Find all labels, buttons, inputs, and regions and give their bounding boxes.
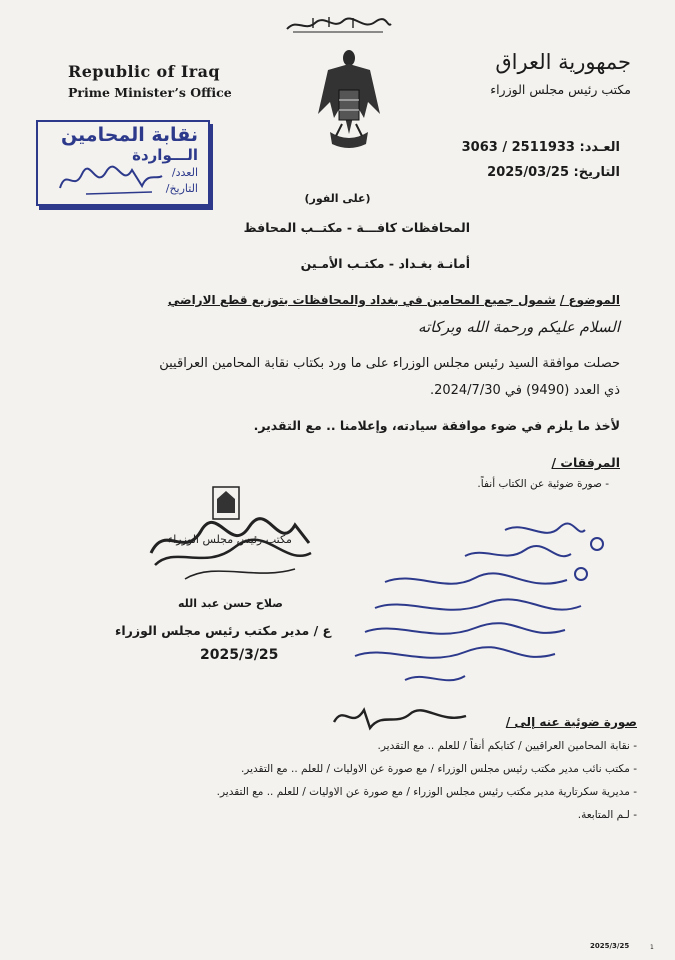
basmala-calligraphy [283, 14, 393, 36]
copies-list [217, 740, 637, 832]
body-paragraph-line-1: حصلت موافقة السيد رئيس مجلس الوزراء على ما ورد بكتاب نقابة المحامين العراقيين [159, 356, 620, 371]
body-paragraph-line-2: ذي العدد (9490) في 2024/7/30. [429, 383, 620, 398]
stamp-incoming-label: الـــواردة [132, 146, 198, 164]
stamp-org-name: نقابة المحامين [60, 124, 198, 146]
list-item: - نقابة المحامين العراقيين / كتابكم أنفاً / للعلم .. مع التقدير. [217, 740, 637, 763]
arabic-country-title: جمهورية العراق [495, 50, 631, 74]
subject-text: شمول جميع المحامين في بغداد والمحافظات بتوزيع قطع الاراضي [167, 293, 556, 307]
stamp-number-label: العدد/ [171, 166, 198, 179]
footer-date: 2025/3/25 [590, 942, 630, 950]
signature-date: 2025/3/25 [200, 647, 279, 663]
footer-page-number: 1 [650, 944, 654, 951]
addressee-governorates: المحافظات كافـــة - مكتــب المحافظ [243, 220, 470, 235]
reference-date: التاريخ: 2025/03/25 [487, 165, 620, 180]
arabic-office-title: مكتب رئيس مجلس الوزراء [490, 82, 631, 97]
subject-label: الموضوع / [559, 293, 620, 307]
signer-name: صلاح حسن عبد الله [178, 597, 283, 610]
body-request-line: لأخذ ما يلزم في ضوء موافقة سيادته، وإعلامنا .. مع التقدير. [253, 418, 620, 433]
reference-number: العـدد: 2511933 / 3063 [461, 140, 620, 155]
english-office-title: Prime Minister’s Office [68, 85, 232, 100]
list-item: - لـم المتابعة. [217, 809, 637, 832]
handwritten-initials [330, 700, 470, 732]
seal-text: مكتب رئيس مجلس الوزراء [168, 533, 292, 546]
copies-heading: صورة ضوئية عنه إلى / [505, 715, 637, 729]
urgent-label: (على الفور) [304, 192, 371, 205]
office-seal-stamp [145, 483, 315, 583]
english-country-title: Republic of Iraq [68, 62, 220, 81]
signer-title: ع / مدير مكتب رئيس مجلس الوزراء [115, 623, 332, 638]
attachment-item: - صورة ضوئية عن الكتاب أنفاً. [477, 478, 609, 490]
subject-line [168, 293, 620, 307]
attachments-heading: المرفقات / [551, 455, 620, 470]
addressee-baghdad-municipality: أمانـة بغـداد - مكتـب الأمـين [300, 256, 470, 271]
stamp-date-label: التاريخ/ [165, 182, 198, 195]
handwritten-margin-note [345, 520, 645, 695]
greeting: السلام عليكم ورحمة الله وبركاته [418, 318, 620, 336]
eagle-emblem-icon [316, 44, 382, 154]
list-item: - مكتب نائب مدير مكتب رئيس مجلس الوزراء / مع صورة عن الاوليات / للعلم .. مع التقدير. [217, 763, 637, 786]
list-item: - مديرية سكرتارية مدير مكتب رئيس مجلس الوزراء / مع صورة عن الاوليات / للعلم .. مع التقدير. [217, 786, 637, 809]
